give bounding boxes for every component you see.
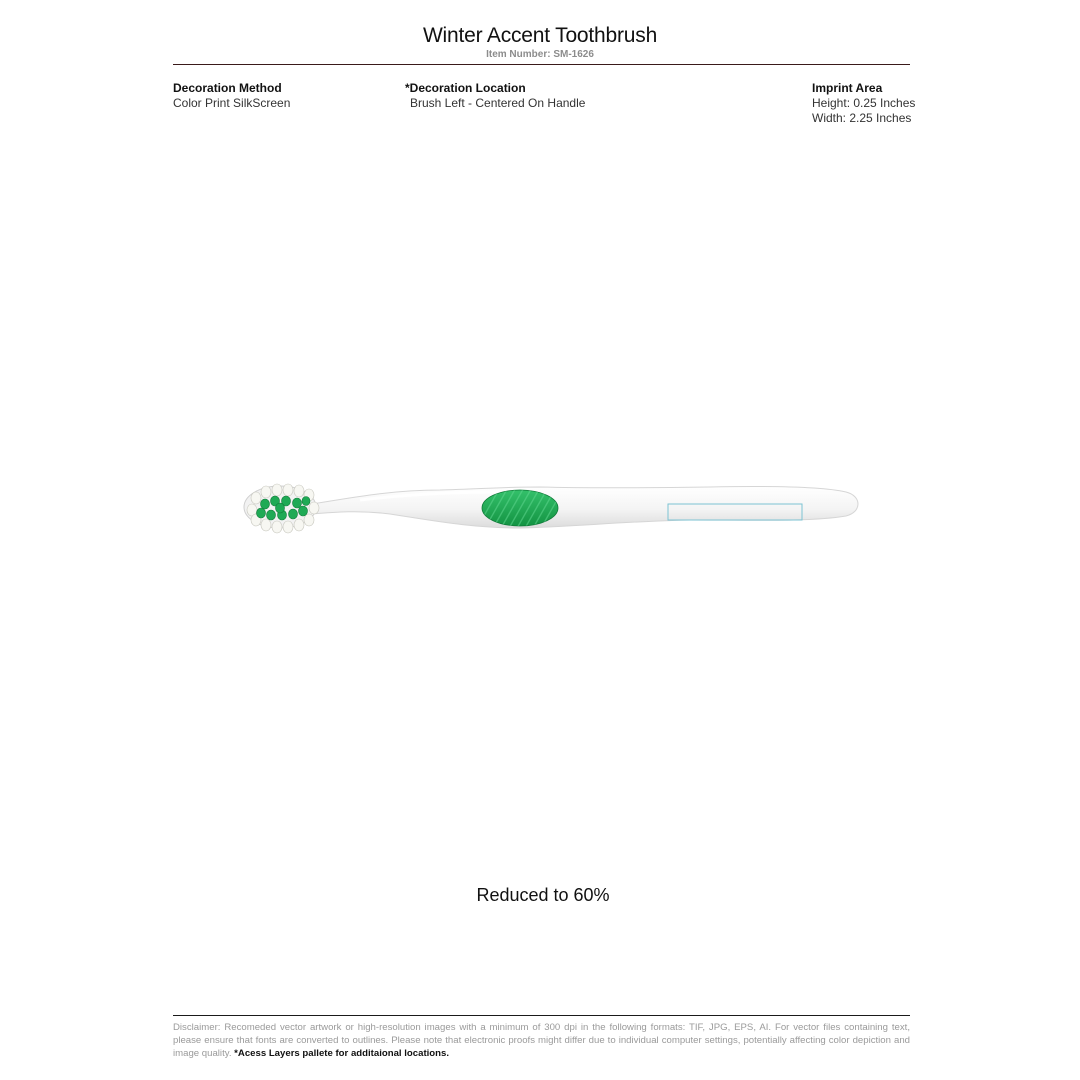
decoration-location-heading: *Decoration Location [405, 81, 526, 95]
item-number: Item Number: SM-1626 [486, 49, 594, 60]
decoration-method-value: Color Print SilkScreen [173, 96, 291, 110]
footer-divider [173, 1015, 910, 1016]
toothbrush-illustration [240, 470, 870, 550]
header-divider [173, 64, 910, 65]
imprint-height-value: Height: 0.25 Inches [812, 96, 916, 110]
imprint-width-value: Width: 2.25 Inches [812, 111, 912, 125]
disclaimer-text: Disclaimer: Recomeded vector artwork or high-resolution images with a minimum of 300 dpi in the following formats: TIF, JPG, EPS, AI. For vector files containing text, please ensure that fonts are converted to outlines. Please note that electronic proofs might differ due to individual computer settings, potentially affecting color depiction and image quality. [173, 1022, 910, 1059]
decoration-method-heading: Decoration Method [173, 81, 282, 95]
layers-note: *Acess Layers pallete for additaional locations. [234, 1048, 450, 1059]
imprint-area-heading: Imprint Area [812, 81, 883, 95]
disclaimer [173, 1021, 910, 1060]
decoration-location-block [405, 81, 585, 111]
scale-caption: Reduced to 60% [476, 885, 610, 905]
toothbrush-handle [312, 487, 858, 528]
product-title: Winter Accent Toothbrush [422, 24, 658, 47]
toothbrush-image [240, 470, 870, 550]
decoration-method-block [173, 81, 290, 111]
imprint-area-block [812, 81, 915, 126]
decoration-location-value: Brush Left - Centered On Handle [410, 96, 586, 110]
